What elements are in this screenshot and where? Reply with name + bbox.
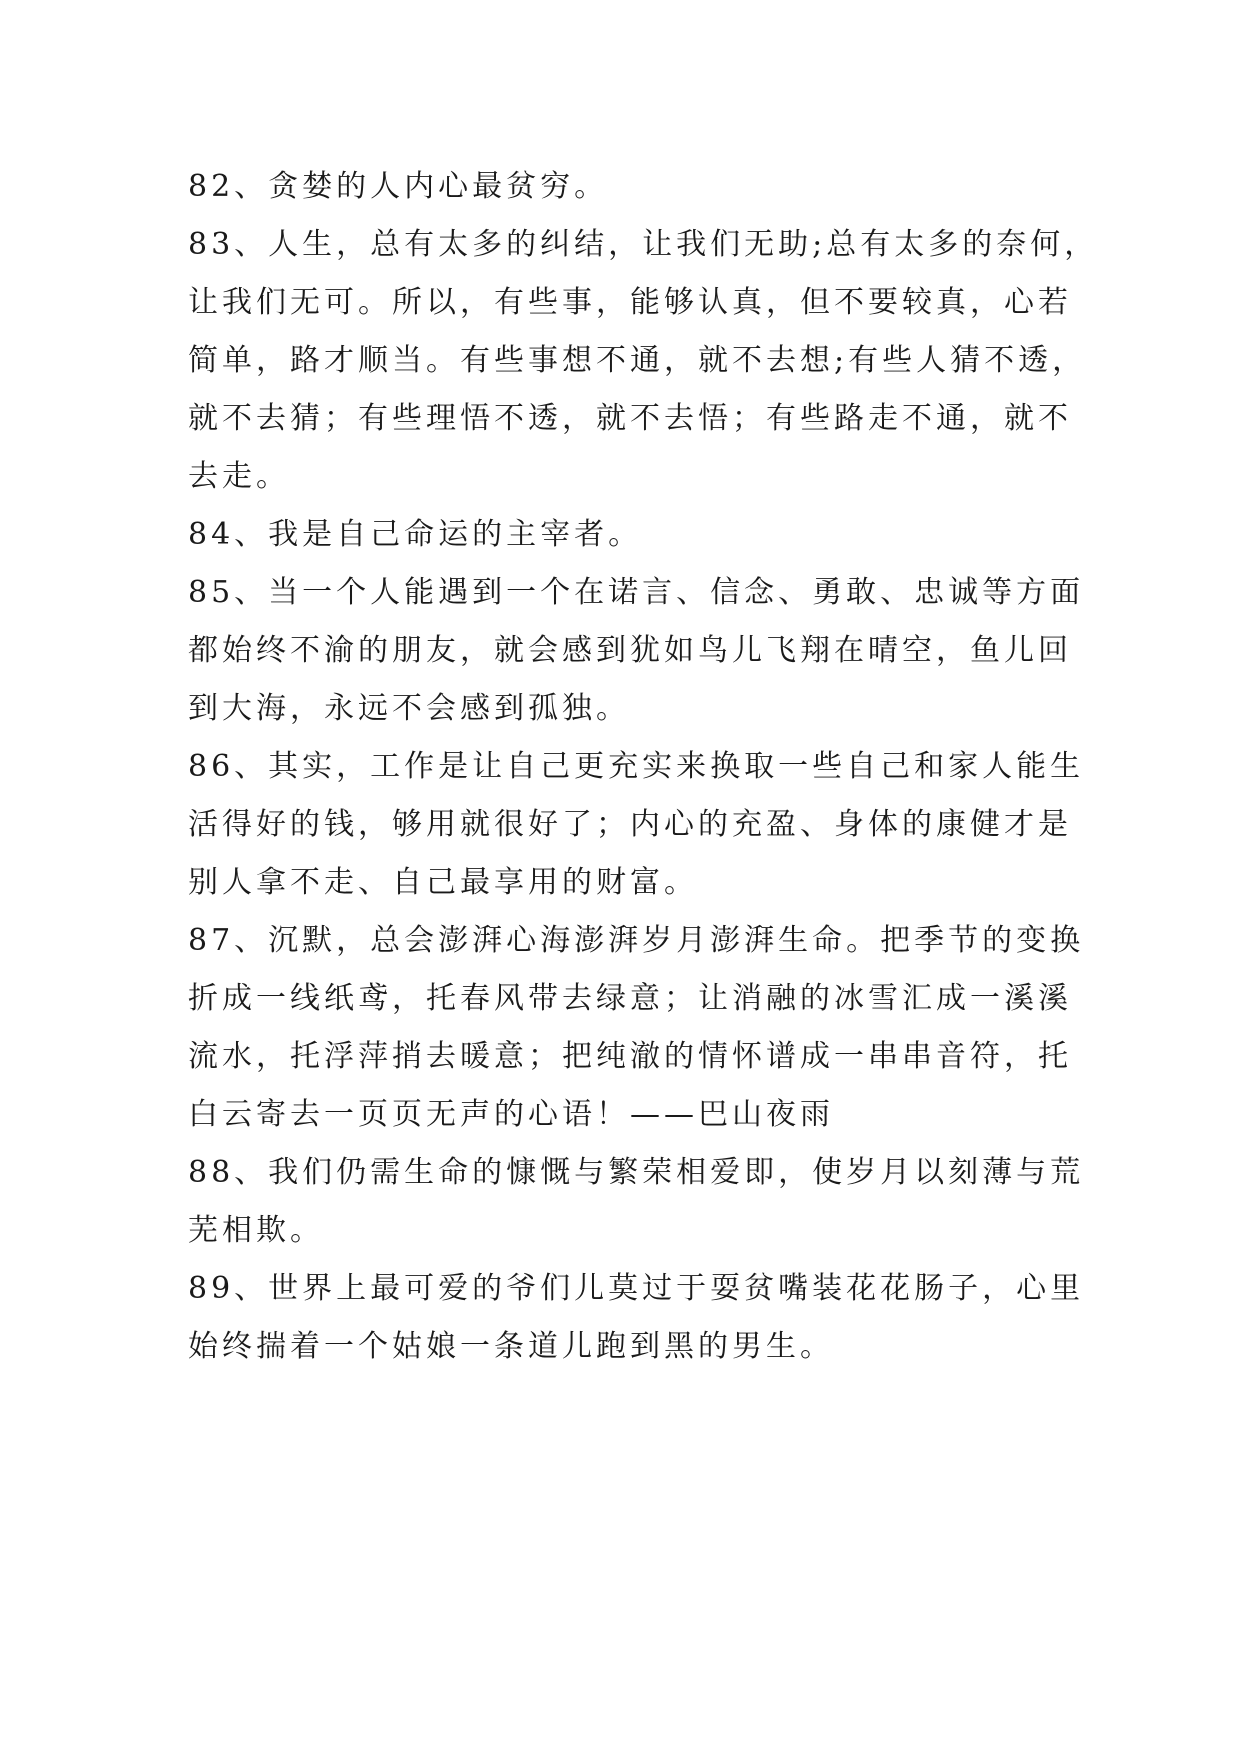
text-line: 白云寄去一页页无声的心语！——巴山夜雨	[188, 1097, 834, 1132]
text-line: 折成一线纸鸢，托春风带去绿意；让消融的冰雪汇成一溪溪	[188, 981, 1072, 1016]
text-line: 别人拿不走、自己最享用的财富。	[188, 865, 698, 900]
text-line: 就不去猜；有些理悟不透，就不去悟；有些路走不通，就不	[188, 401, 1072, 436]
text-line: 到大海，永远不会感到孤独。	[188, 691, 630, 726]
document-body	[188, 158, 1099, 1376]
text-line: 都始终不渝的朋友，就会感到犹如鸟儿飞翔在晴空，鱼儿回	[188, 633, 1072, 668]
text-line: 89、世界上最可爱的爷们儿莫过于耍贫嘴装花花肠子，心里	[188, 1271, 1085, 1306]
text-line: 简单，路才顺当。有些事想不通，就不去想;有些人猜不透，	[188, 343, 1087, 378]
text-line: 86、其实，工作是让自己更充实来换取一些自己和家人能生	[188, 749, 1085, 784]
text-line: 88、我们仍需生命的慷慨与繁荣相爱即，使岁月以刻薄与荒	[188, 1155, 1085, 1190]
text-line: 让我们无可。所以，有些事，能够认真，但不要较真，心若	[188, 285, 1072, 320]
text-line: 84、我是自己命运的主宰者。	[188, 517, 643, 552]
text-line: 85、当一个人能遇到一个在诺言、信念、勇敢、忠诚等方面	[188, 575, 1085, 610]
text-line: 活得好的钱，够用就很好了；内心的充盈、身体的康健才是	[188, 807, 1072, 842]
text-line: 去走。	[188, 459, 290, 494]
text-line: 始终揣着一个姑娘一条道儿跑到黑的男生。	[188, 1329, 834, 1364]
text-line: 83、人生，总有太多的纠结，让我们无助;总有太多的奈何，	[188, 227, 1099, 262]
text-line: 芜相欺。	[188, 1213, 324, 1248]
text-line: 87、沉默，总会澎湃心海澎湃岁月澎湃生命。把季节的变换	[188, 923, 1085, 958]
text-line: 流水，托浮萍捎去暖意；把纯澈的情怀谱成一串串音符，托	[188, 1039, 1072, 1074]
text-line: 82、贪婪的人内心最贫穷。	[188, 169, 609, 204]
